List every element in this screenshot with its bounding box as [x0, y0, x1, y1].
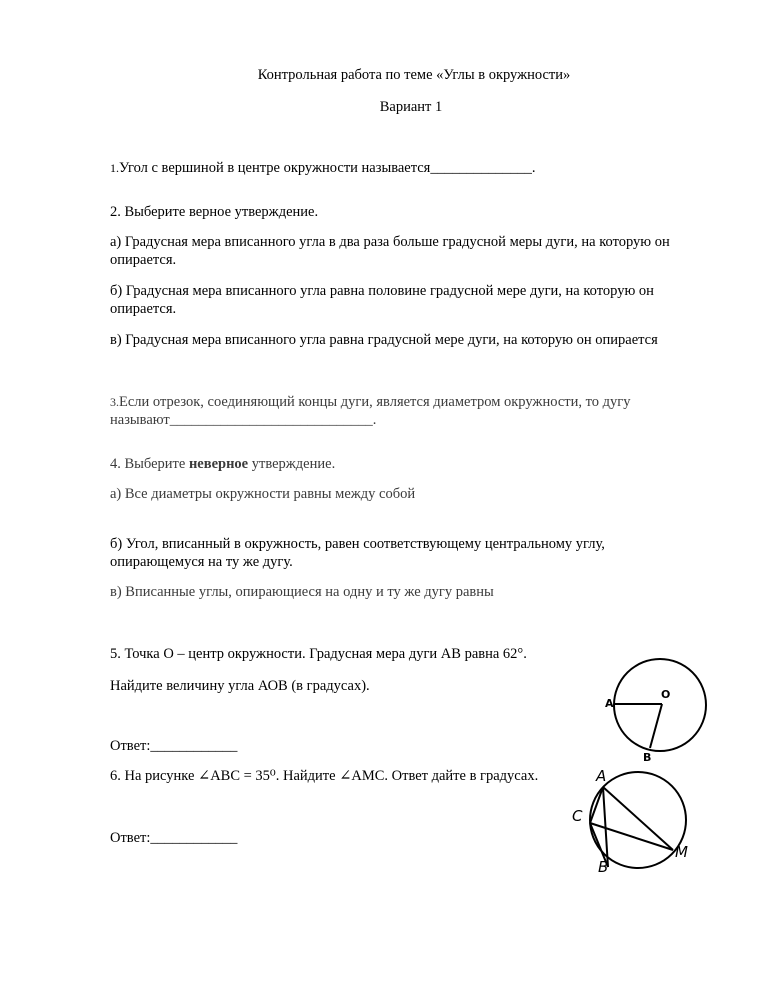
question-3-text: Если отрезок, соединяющий концы дуги, является диаметром окружности, то дугу — [119, 394, 631, 410]
question-2-option-c: в) Градусная мера вписанного угла равна градусной мере дуги, на которую он опирается — [110, 332, 658, 348]
question-1 — [110, 159, 535, 177]
document-title: Контрольная работа по теме «Углы в окружности» — [257, 67, 571, 83]
variant-label: Вариант 1 — [379, 99, 443, 115]
question-2-option-a-line-1: а) Градусная мера вписанного угла в два раза больше градусной меры дуги, на которую он — [110, 234, 670, 250]
question-3-line-1 — [110, 393, 630, 411]
question-6-circle-figure — [565, 765, 725, 875]
question-4-option-a: а) Все диаметры окружности равны между собой — [110, 486, 416, 502]
question-4-prompt — [110, 455, 335, 473]
question-6-text: 6. На рисунке ∠ABC = 35⁰. Найдите ∠AMC. Ответ дайте в градусах. — [110, 768, 539, 784]
question-5-circle-figure — [590, 655, 730, 770]
question-5-answer: Ответ:____________ — [110, 738, 238, 754]
label-b: B — [598, 858, 609, 875]
question-1-text: Угол с вершиной в центре окружности называется______________. — [119, 160, 536, 176]
chord-am — [603, 787, 673, 850]
question-2-option-b-line-1: б) Градусная мера вписанного угла равна половине градусной мере дуги, на которую он — [110, 283, 654, 299]
label-b: B — [643, 751, 652, 764]
question-4-prompt-bold: неверное — [188, 456, 249, 472]
question-6-answer: Ответ:____________ — [110, 830, 238, 846]
label-a: A — [605, 697, 614, 710]
question-4-option-b-line-1: б) Угол, вписанный в окружность, равен соответствующему центральному углу, — [110, 536, 605, 552]
label-o: O — [661, 688, 671, 701]
question-4-prompt-pre: 4. Выберите — [110, 456, 189, 472]
question-3-line-2: называют____________________________. — [110, 412, 377, 428]
radius-ob — [650, 704, 662, 748]
question-4-option-c: в) Вписанные углы, опирающиеся на одну и ту же дугу равны — [110, 584, 494, 600]
question-3-number: 3. — [110, 395, 119, 409]
label-c: C — [572, 807, 583, 825]
question-2-option-a-line-2: опирается. — [110, 252, 177, 268]
question-1-number: 1. — [110, 161, 119, 175]
question-2-option-b-line-2: опирается. — [110, 301, 177, 317]
label-m: M — [675, 843, 688, 861]
question-4-prompt-post: утверждение. — [248, 456, 336, 472]
label-a: A — [596, 767, 607, 785]
question-4-option-b-line-2: опирающемуся на ту же дугу. — [110, 554, 293, 570]
question-2-prompt: 2. Выберите верное утверждение. — [110, 204, 319, 220]
question-5-line-2: Найдите величину угла АОВ (в градусах). — [110, 678, 370, 694]
question-5-line-1: 5. Точка О – центр окружности. Градусная мера дуги АВ равна 62°. — [110, 646, 527, 662]
chord-cm — [590, 823, 673, 850]
